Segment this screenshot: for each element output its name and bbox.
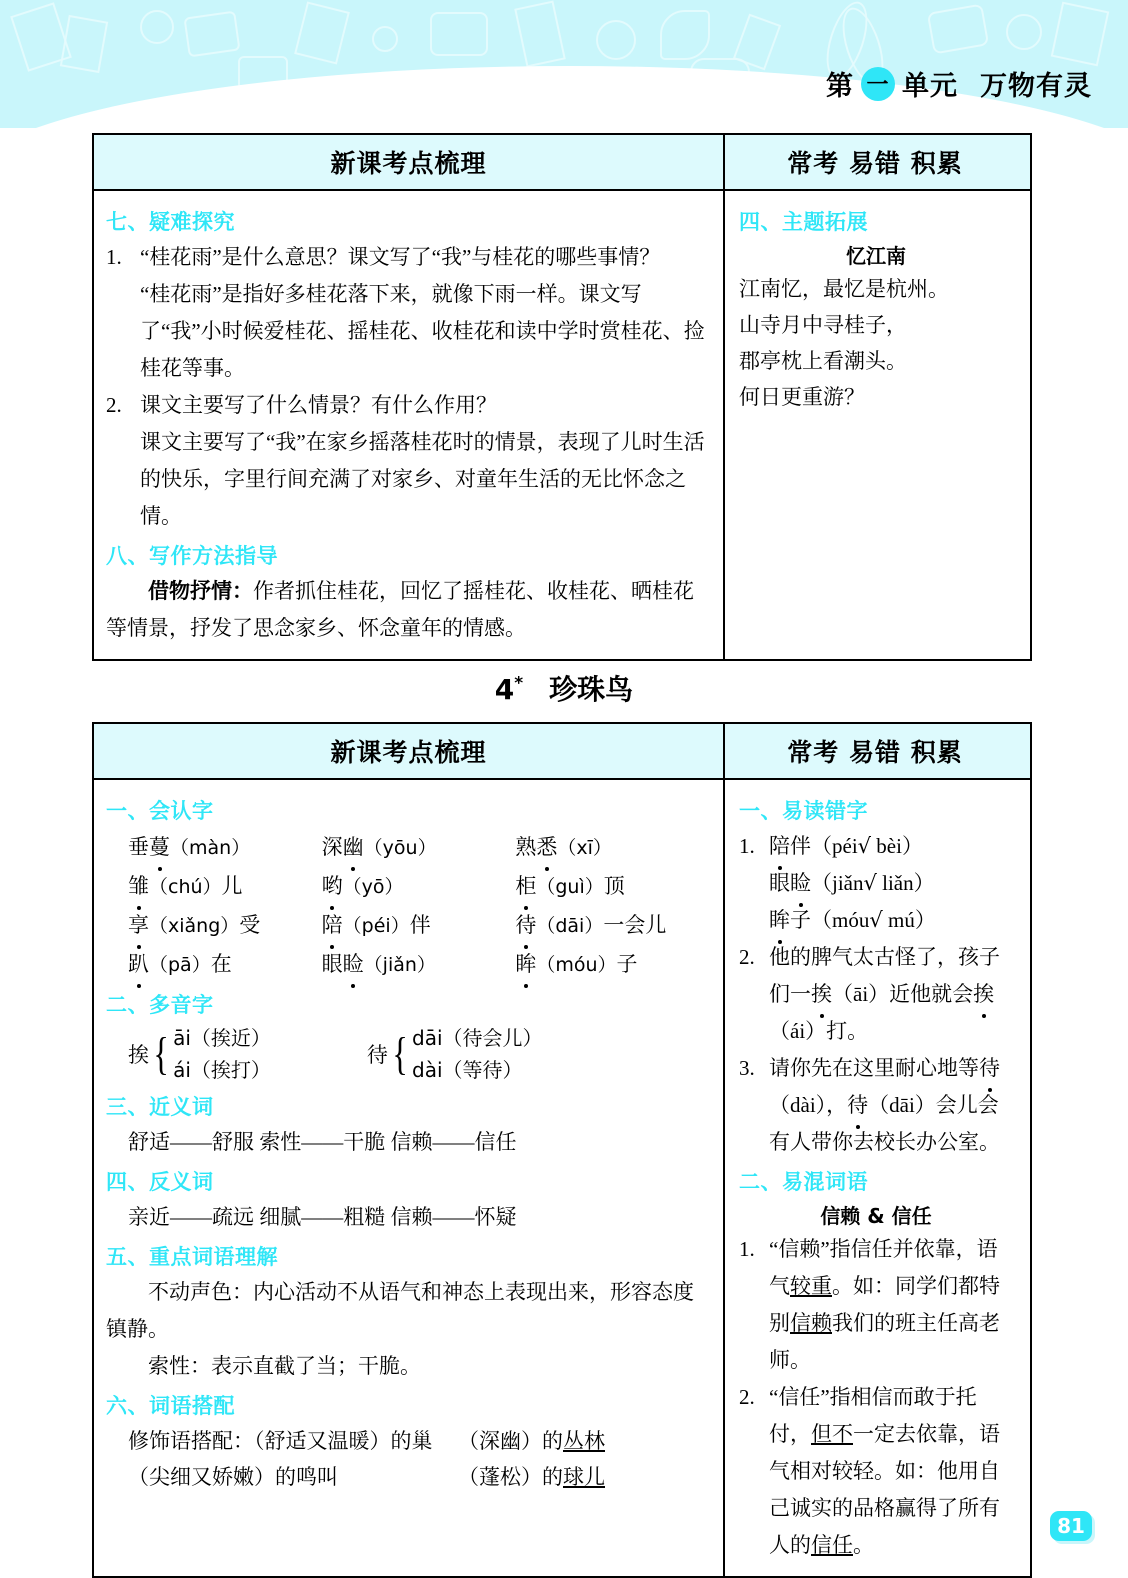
char-suffix: 受 xyxy=(239,913,261,937)
section-8-label: 借物抒情： xyxy=(148,579,253,603)
collocation-right xyxy=(458,1459,688,1495)
polyphone-group-2 xyxy=(367,1022,543,1086)
unit-theme: 万物有灵 xyxy=(980,71,1092,102)
collocation-row xyxy=(106,1423,709,1459)
qa-question-1: “桂花雨”是什么意思？课文写了“我”与桂花的哪些事情？ xyxy=(140,245,661,269)
collocation-modifier: （深幽） xyxy=(458,1429,542,1453)
qa-question-2: 课文主要写了什么情景？有什么作用？ xyxy=(140,393,497,417)
table2-header-left: 新课考点梳理 xyxy=(94,724,725,778)
item-number: 2. xyxy=(739,945,755,969)
char-suffix: 子 xyxy=(616,952,638,976)
confusable-explanation: “信赖”指信任并依靠，语气较重。如：同学们都特别信赖我们的班主任高老师。 xyxy=(769,1237,1000,1372)
table2-header-row xyxy=(94,724,1030,780)
collocation-left: 修饰语搭配：（舒适又温暖）的巢 xyxy=(128,1429,433,1453)
confusable-pair-title: 信赖 & 信任 xyxy=(820,1204,932,1228)
section-title-synonyms: 三、近义词 xyxy=(106,1095,214,1119)
brace-icon: { xyxy=(392,1028,408,1079)
char-suffix: 一会儿 xyxy=(603,913,667,937)
section-title-7: 七、疑难探究 xyxy=(106,210,235,234)
qa-number-1: 1. xyxy=(106,245,122,269)
collocation-noun: 球儿 xyxy=(563,1465,605,1489)
char-pinyin: （guì） xyxy=(536,876,604,898)
key-word-def-1: 不动声色：内心活动不从语气和神态上表现出来，形容态度镇静。 xyxy=(106,1280,694,1341)
mispronounced-sentence: 请你先在这里耐心地等待（dài），待（dāi）会儿会有人带你去校长办公室。 xyxy=(769,1050,1013,1161)
char-dotted: 悉 xyxy=(536,828,557,866)
section-title-confusable: 二、易混词语 xyxy=(739,1170,868,1194)
brace-icon: { xyxy=(153,1028,169,1079)
unit-number-badge: 一 xyxy=(861,67,895,101)
collocation-modifier: （蓬松） xyxy=(458,1465,542,1489)
table-header-right: 常考 易错 积累 xyxy=(787,149,963,178)
char-prefix: 眼 xyxy=(321,952,343,976)
char-pinyin: （yō） xyxy=(342,876,404,898)
char-dotted: 待 xyxy=(515,906,536,944)
poem-line-4: 何日更重游？ xyxy=(739,385,865,409)
confusable-item-1 xyxy=(739,1231,1013,1379)
polyphone-reading: ái（挨打） xyxy=(173,1058,271,1082)
char-entry xyxy=(128,828,322,867)
char-pinyin: （màn） xyxy=(170,837,251,859)
qa-answer-2: 课文主要写了“我”在家乡摇落桂花时的情景，表现了儿时生活的快乐，字里行间充满了对家乡、对童年生活的无比怀念之情。 xyxy=(140,430,705,528)
mispronounced-item-3 xyxy=(739,1050,1013,1161)
polyphone-reading: dài（等待） xyxy=(412,1058,523,1082)
section-title-recognize-chars: 一、会认字 xyxy=(106,799,214,823)
mispronounced-line: 眼睑（jiǎn√ liǎn） xyxy=(739,865,1013,902)
table-header-row xyxy=(94,135,1030,191)
section-8-text: 作者抓住桂花，回忆了摇桂花、收桂花、晒桂花等情景，抒发了思念家乡、怀念童年的情感。 xyxy=(106,579,694,640)
synonyms-text: 舒适——舒服 索性——干脆 信赖——信任 xyxy=(128,1130,517,1154)
recognize-chars-grid xyxy=(106,828,709,984)
char-suffix: 儿 xyxy=(221,874,243,898)
char-dotted: 柜 xyxy=(515,867,536,905)
table-header-left: 新课考点梳理 xyxy=(94,135,725,189)
key-word-def-2: 索性：表示直截了当；干脆。 xyxy=(148,1354,421,1378)
polyphone-char: 待 xyxy=(366,1043,388,1067)
table2-left-column xyxy=(94,780,725,1576)
qa-item-2-question xyxy=(106,387,709,424)
table2-header-right: 常考 易错 积累 xyxy=(787,738,963,767)
char-entry xyxy=(322,906,516,945)
poem-line-3: 郡亭枕上看潮头。 xyxy=(739,349,907,373)
char-dotted: 陪 xyxy=(322,906,343,944)
char-dotted: 趴 xyxy=(128,945,149,983)
collocation-right xyxy=(458,1423,688,1459)
qa-number-2: 2. xyxy=(106,393,122,417)
char-pinyin: （pā） xyxy=(149,954,211,976)
section-title-8: 八、写作方法指导 xyxy=(106,544,278,568)
collocation-noun: 丛林 xyxy=(563,1429,605,1453)
poem-line-2: 山寺月中寻桂子， xyxy=(739,313,907,337)
char-pinyin: （dāi） xyxy=(536,915,604,937)
poem-title: 忆江南 xyxy=(846,244,906,268)
char-entry xyxy=(515,867,709,906)
lesson-star-marker: * xyxy=(514,673,524,694)
char-entry xyxy=(128,945,322,984)
section-title-collocation: 六、词语搭配 xyxy=(106,1394,235,1418)
char-prefix: 熟 xyxy=(515,835,537,859)
table2-right-column xyxy=(725,780,1025,1576)
char-pinyin: （móu） xyxy=(536,954,617,976)
lesson-heading xyxy=(0,668,1128,708)
char-pinyin: （chú） xyxy=(149,876,222,898)
qa-item-1-question xyxy=(106,239,709,276)
confusable-item-2 xyxy=(739,1379,1013,1564)
char-entry xyxy=(515,945,709,984)
char-pinyin: （jiǎn） xyxy=(363,954,436,976)
recognize-chars-col-3 xyxy=(515,828,709,984)
char-dotted: 幽 xyxy=(343,828,364,866)
section-title-4-theme: 四、主题拓展 xyxy=(739,210,868,234)
collocation-de: 的 xyxy=(542,1465,563,1489)
char-dotted: 雏 xyxy=(128,867,149,905)
char-entry xyxy=(322,867,516,906)
char-entry xyxy=(322,828,516,867)
item-number: 2. xyxy=(739,1385,755,1409)
char-dotted: 睑 xyxy=(343,945,364,983)
item-number: 3. xyxy=(739,1056,755,1080)
char-pinyin: （xī） xyxy=(557,837,612,859)
char-pinyin: （yōu） xyxy=(363,837,437,859)
char-pinyin: （xiǎng） xyxy=(149,915,240,937)
char-suffix: 顶 xyxy=(603,874,625,898)
qa-item-2-answer xyxy=(106,424,709,535)
table-lesson3 xyxy=(92,133,1032,661)
poem-line-1: 江南忆，最忆是杭州。 xyxy=(739,277,949,301)
recognize-chars-col-1 xyxy=(128,828,322,984)
item-number: 1. xyxy=(739,1237,755,1261)
char-entry xyxy=(128,906,322,945)
unit-suffix: 单元 xyxy=(902,71,958,102)
char-dotted: 享 xyxy=(128,906,149,944)
table-lesson4 xyxy=(92,722,1032,1578)
polyphone-block xyxy=(106,1022,709,1086)
mispronounced-sentence: 他的脾气太古怪了，孩子们一挨（āi）近他就会挨（ái）打。 xyxy=(769,945,1000,1043)
section-title-key-words: 五、重点词语理解 xyxy=(106,1245,278,1269)
section-title-mispronounced: 一、易读错字 xyxy=(739,799,868,823)
lesson-title: 珍珠鸟 xyxy=(549,673,634,706)
mispronounced-item-2 xyxy=(739,939,1013,1050)
mispronounced-line: 陪伴（péi√ bèi） xyxy=(769,828,1013,865)
table1-left-column xyxy=(94,191,725,659)
confusable-explanation: “信任”指相信而敢于托付，但不一定去依靠，语气相对较轻。如：他用自己诚实的品格赢得了所有人的信任。 xyxy=(769,1385,1000,1557)
mispronounced-line: 眸子（móu√ mú） xyxy=(739,902,1013,939)
table1-right-column xyxy=(725,191,1025,659)
lesson-number: 4 xyxy=(494,673,515,706)
char-dotted: 哟 xyxy=(322,867,343,905)
section-8-body xyxy=(106,573,709,647)
collocation-row xyxy=(106,1459,709,1495)
char-dotted: 眸 xyxy=(515,945,536,983)
mispronounced-item-1 xyxy=(739,828,1013,865)
char-entry xyxy=(128,867,322,906)
collocation-de: 的 xyxy=(542,1429,563,1453)
char-suffix: 伴 xyxy=(409,913,431,937)
polyphone-reading: dāi（待会儿） xyxy=(412,1026,543,1050)
polyphone-reading: āi（挨近） xyxy=(173,1026,271,1050)
char-entry xyxy=(515,906,709,945)
section-title-polyphone: 二、多音字 xyxy=(106,993,214,1017)
qa-answer-1: “桂花雨”是指好多桂花落下来，就像下雨一样。课文写了“我”小时候爱桂花、摇桂花、收桂花和读中学时赏桂花、捡桂花等事。 xyxy=(140,282,705,380)
char-dotted: 蔓 xyxy=(149,828,170,866)
antonyms-text: 亲近——疏远 细腻——粗糙 信赖——怀疑 xyxy=(128,1205,517,1229)
char-pinyin: （péi） xyxy=(342,915,410,937)
char-entry xyxy=(515,828,709,867)
char-entry xyxy=(322,945,516,984)
unit-title xyxy=(826,64,1092,103)
polyphone-char: 挨 xyxy=(128,1043,149,1067)
polyphone-group-1 xyxy=(128,1022,271,1086)
char-suffix: 在 xyxy=(210,952,232,976)
qa-item-1-answer xyxy=(106,276,709,387)
char-prefix: 垂 xyxy=(128,835,149,859)
char-prefix: 深 xyxy=(321,835,343,859)
collocation-left: （尖细又娇嫩）的鸣叫 xyxy=(128,1465,338,1489)
section-title-antonyms: 四、反义词 xyxy=(106,1170,214,1194)
recognize-chars-col-2 xyxy=(322,828,516,984)
page-number-badge: 81 xyxy=(1050,1511,1092,1541)
unit-prefix: 第 xyxy=(826,71,854,102)
item-number: 1. xyxy=(739,834,755,858)
